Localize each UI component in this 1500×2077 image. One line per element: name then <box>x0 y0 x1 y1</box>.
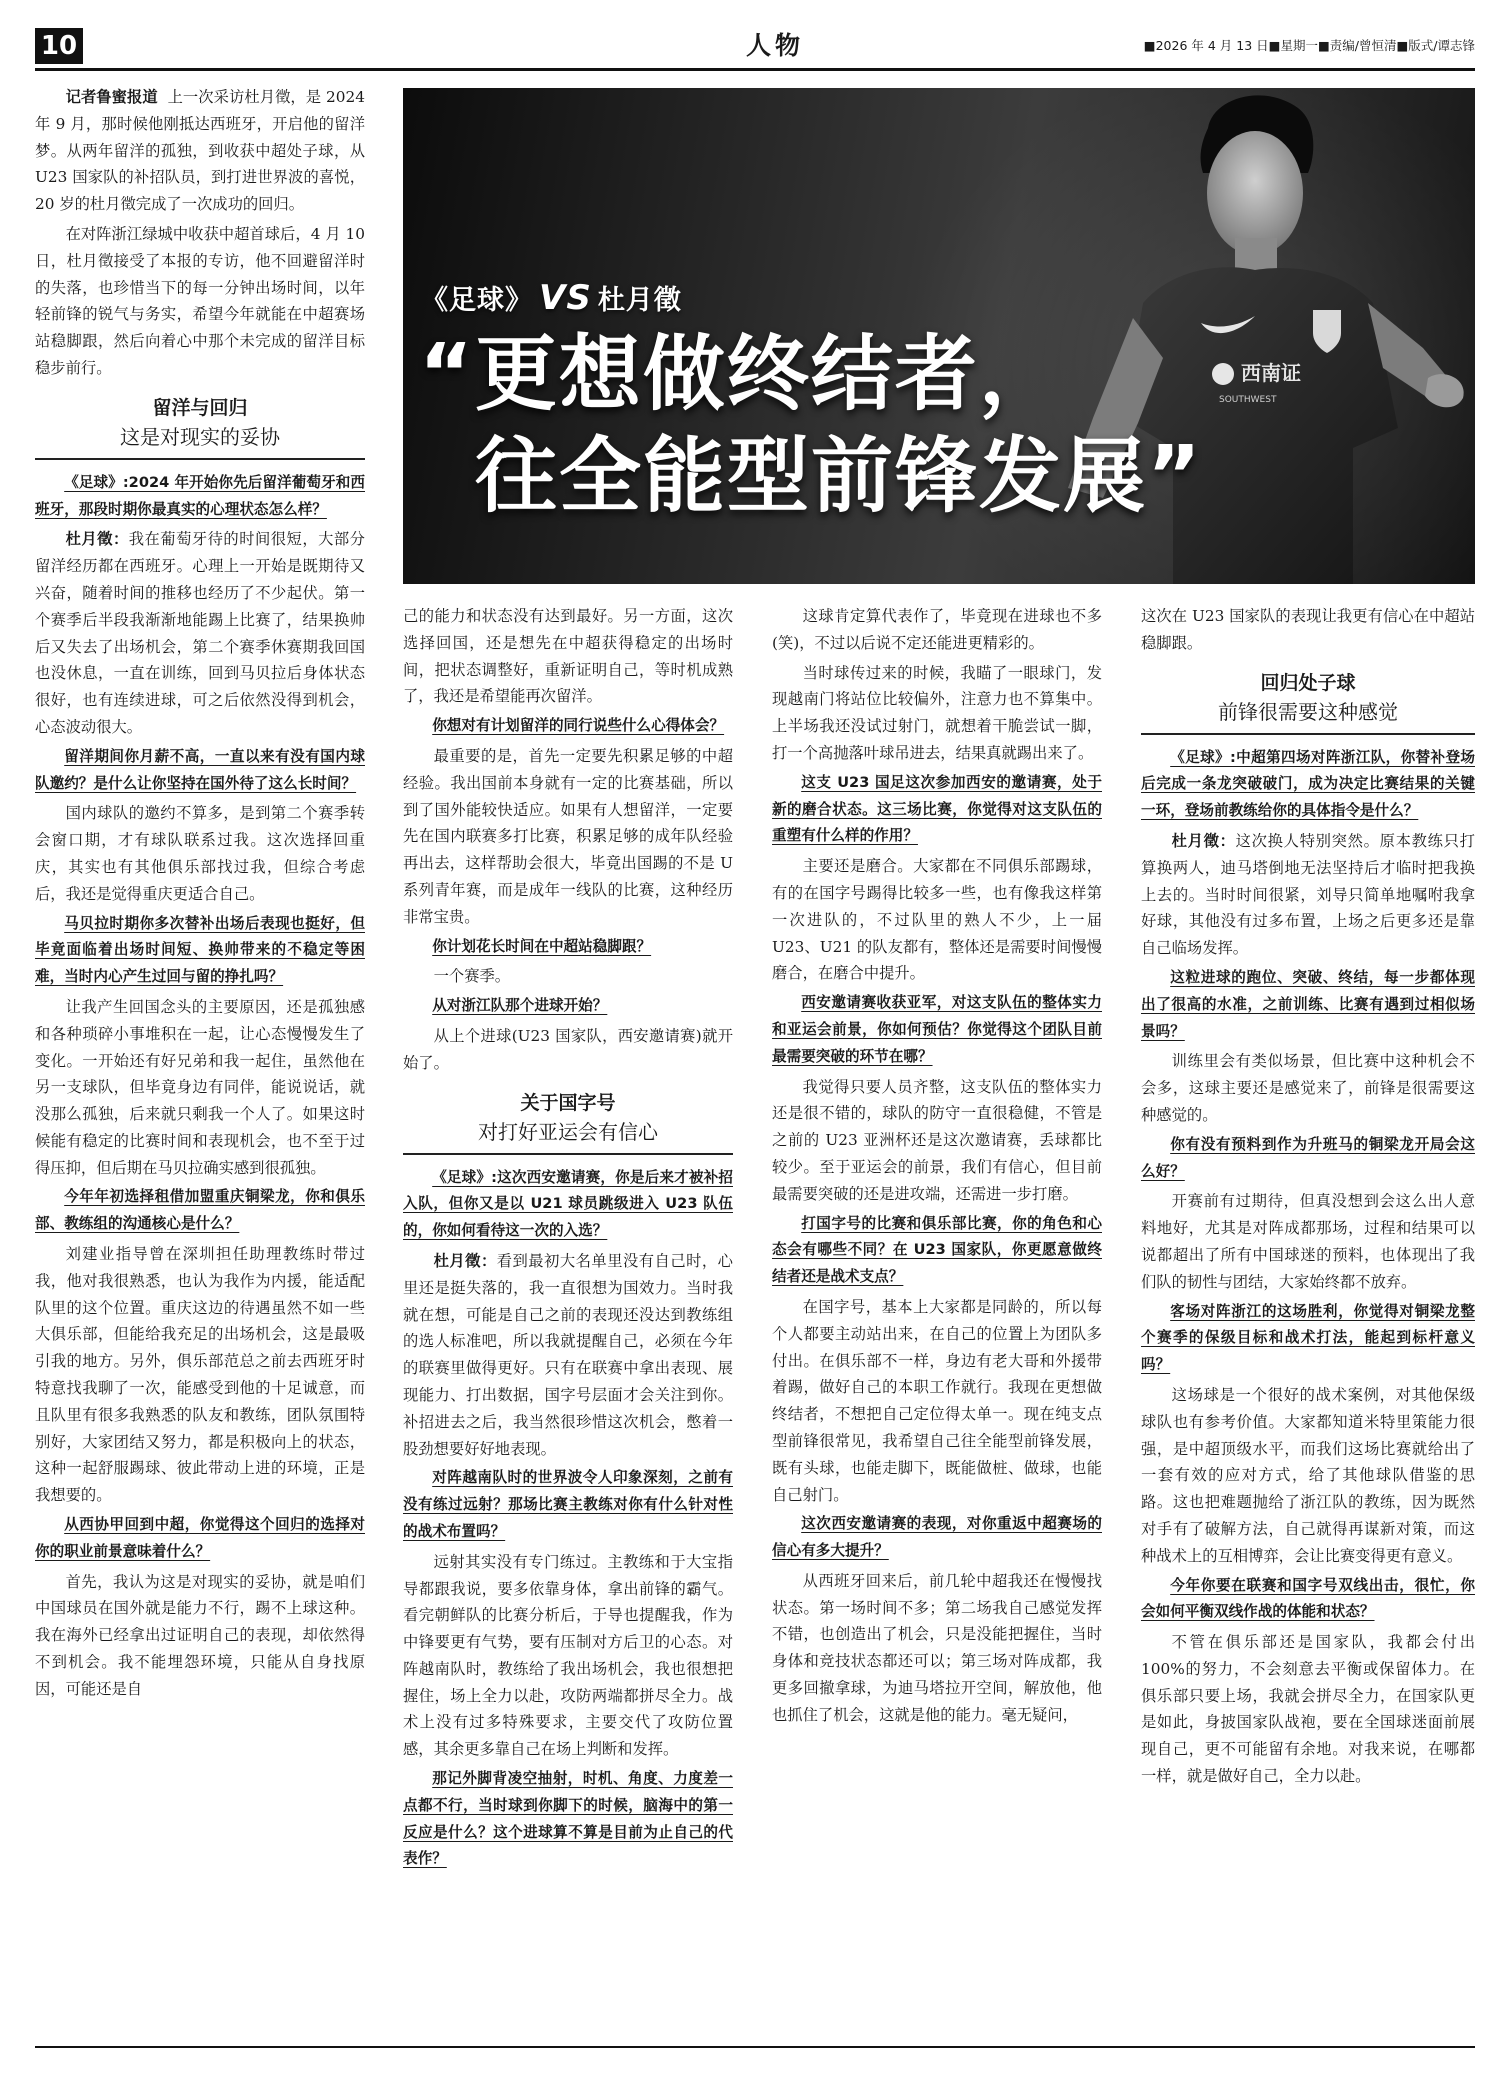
headline-line-2: 往全能型前锋发展” <box>475 429 1203 524</box>
question: 对阵越南队时的世界波令人印象深刻，之前有没有练过远射？那场比赛主教练对你有什么针对性的战术布置吗？ <box>403 1469 733 1540</box>
question: 从西协甲回到中超，你觉得这个回归的选择对你的职业前景意味着什么？ <box>35 1516 365 1560</box>
question: 你有没有预料到作为升班马的铜梁龙开局会这么好？ <box>1141 1135 1475 1180</box>
subheading <box>403 1089 733 1155</box>
answer: 杜月徵：这次换人特别突然。原本教练只打算换两人，迪马塔倒地无法坚持后才临时把我换上去的。当时时间很紧，刘导只简单地嘱咐我拿好球，其他没有过多布置，上场之后更多还是靠自己临场发挥。 <box>1141 831 1475 958</box>
question: 那记外脚背凌空抽射，时机、角度、力度差一点都不行，当时球到你脚下的时候，脑海中的第一反应是什么？这个进球算不算是目前为止自己的代表作？ <box>403 1770 733 1868</box>
kicker-magazine: 《足球》 <box>421 285 533 316</box>
answer: 主要还是磨合。大家都在不同俱乐部踢球，有的在国字号踢得比较多一些，也有像我这样第一次进队的，不过队里的熟人不少，上一届 U23、U21 的队友都有，整体还是需要时间慢慢磨合，在磨合中提升。 <box>772 857 1102 983</box>
answer: 国内球队的邀约不算多，是到第二个赛季转会窗口期，才有球队联系过我。这次选择回重庆，其实也有其他俱乐部找过我，但综合考虑后，我还是觉得重庆更适合自己。 <box>35 804 365 903</box>
answer: 从上个进球(U23 国家队，西安邀请赛)就开始了。 <box>403 1026 733 1072</box>
question: 客场对阵浙江的这场胜利，你觉得对铜梁龙整个赛季的保级目标和战术打法，能起到标杆意义吗？ <box>1141 1302 1475 1374</box>
question: 这粒进球的跑位、突破、终结，每一步都体现出了很高的水准，之前训练、比赛有遇到过相似场景吗？ <box>1141 968 1475 1040</box>
question: 这次西安邀请赛的表现，对你重返中超赛场的信心有多大提升？ <box>772 1515 1102 1560</box>
answer: 让我产生回国念头的主要原因，还是孤独感和各种琐碎小事堆积在一起，让心态慢慢发生了变化。一开始还有好兄弟和我一起住，虽然他在另一支球队，但毕竟身边有同伴，能说说话，就没那么孤独，后来就只剩我一个人了。如果这时候能有稳定的比赛时间和表现机会，也不至于过得压抑，但后期在马贝拉确实感到很孤独。 <box>35 997 365 1177</box>
question: 留洋期间你月薪不高，一直以来有没有国内球队邀约？是什么让你坚持在国外待了这么长时间？ <box>35 747 365 792</box>
answer: 当时球传过来的时候，我瞄了一眼球门，发现越南门将站位比较偏外，注意力也不算集中。上半场我还没试过射门，就想着干脆尝试一脚，打一个高抛落叶球吊进去，结果真就踢出来了。 <box>772 663 1102 762</box>
jersey-sponsor-en: SOUTHWEST <box>1219 395 1277 405</box>
column-4 <box>1141 603 1475 2043</box>
subheading-title: 关于国字号 <box>520 1091 616 1114</box>
subheading-title: 留洋与回归 <box>152 396 248 419</box>
question: 马贝拉时期你多次替补出场后表现也挺好，但毕竟面临着出场时间短、换帅带来的不稳定等困难，当时内心产生过回与留的挣扎吗？ <box>35 914 365 986</box>
answer: 远射其实没有专门练过。主教练和于大宝指导都跟我说，要多依靠身体，拿出前锋的霸气。看完朝鲜队的比赛分析后，于导也提醒我，作为中锋要更有气势，要有压制对方后卫的心态。对阵越南队时，教练给了我出场机会，我也很想把握住，场上全力以赴，攻防两端都拼尽全力。战术上没有过多特殊要求，主要交代了攻防位置感，其余更多靠自己在场上判断和发挥。 <box>403 1552 733 1759</box>
subheading-title: 回归处子球 <box>1260 671 1356 694</box>
answer: 我觉得只要人员齐整，这支队伍的整体实力还是很不错的，球队的防守一直很稳健，不管是之前的 U23 亚洲杯还是这次邀请赛，丢球都比较少。至于亚运会的前景，我们有信心，但目前最需要突破的还是进攻端，还需进一步打磨。 <box>772 1077 1102 1203</box>
headline-kicker <box>421 278 682 318</box>
question: 《足球》:这次西安邀请赛，你是后来才被补招入队，但你又是以 U21 球员跳级进入 U23 队伍的，你如何看待这一次的入选？ <box>403 1168 733 1240</box>
answer-continued: 己的能力和状态没有达到最好。另一方面，这次选择回国，还是想先在中超获得稳定的出场时间，把状态调整好，重新证明自己，等时机成熟了，我还是希望能再次留洋。 <box>403 607 733 706</box>
subheading-subtitle: 前锋很需要这种感觉 <box>1141 697 1475 735</box>
answer: 首先，我认为这是对现实的妥协，就是咱们中国球员在国外就是能力不行，踢不上球这种。我在海外已经拿出过证明自己的表现，却依然得不到机会。我不能埋怨环境，只能从自身找原因，可能还是自 <box>35 1572 365 1698</box>
section-title: 人物 <box>745 31 804 60</box>
page-header <box>35 28 1475 64</box>
page-number: 10 <box>35 28 83 64</box>
headline <box>419 324 1203 528</box>
question: 从对浙江队那个进球开始？ <box>432 997 608 1015</box>
jersey-sponsor: 西南证 <box>1241 361 1301 385</box>
column-3 <box>772 603 1102 2043</box>
answer: 这球肯定算代表作了，毕竟现在进球也不多(笑)，不过以后说不定还能进更精彩的。 <box>772 607 1102 652</box>
answer: 从西班牙回来后，前几轮中超我还在慢慢找状态。第一场时间不多；第二场我自己感觉发挥不错，也创造出了机会，只是没能把握住，当时身体和竞技状态都还可以；第三场对阵成都，我更多回撤拿球，为迪马塔拉开空间，解放他，他也抓住了机会，这就是他的能力。毫无疑问， <box>772 1571 1102 1724</box>
kicker-vs: VS <box>539 278 592 318</box>
hero-photo <box>403 88 1475 584</box>
answer: 不管在俱乐部还是国家队，我都会付出 100%的努力，不会刻意去平衡或保留体力。在俱乐部只要上场，我就会拼尽全力，在国家队更是如此，身披国家队战袍，要在全国球迷面前展现自己，更不可能留有余地。对我来说，在哪都一样，就是做好自己，全力以赴。 <box>1141 1633 1475 1786</box>
question: 《足球》:中超第四场对阵浙江队，你替补登场后完成一条龙突破破门，成为决定比赛结果的关键一环，登场前教练给你的具体指令是什么？ <box>1141 748 1475 820</box>
question: 今年你要在联赛和国字号双线出击，很忙，你会如何平衡双线作战的体能和状态？ <box>1141 1576 1475 1621</box>
answer: 开赛前有过期待，但真没想到会这么出人意料地好，尤其是对阵成都那场，过程和结果可以说都超出了所有中国球迷的预料，也体现出了我们队的韧性与团结，大家始终都不放弃。 <box>1141 1192 1475 1291</box>
subheading <box>35 394 365 460</box>
answer: 一个赛季。 <box>433 967 511 986</box>
question: 这支 U23 国足这次参加西安的邀请赛，处于新的磨合状态。这三场比赛，你觉得对这支队伍的重塑有什么样的作用？ <box>772 773 1102 845</box>
paragraph: 在对阵浙江绿城中收获中超首球后，4 月 10 日，杜月徵接受了本报的专访，他不回避留洋时的失落，也珍惜当下的每一分钟出场时间，以年轻前锋的锐气与务实，希望今年就能在中超赛场站稳脚跟，然后向着心中那个未完成的留洋目标稳步前行。 <box>35 224 365 377</box>
answer-continued: 这次在 U23 国家队的表现让我更有信心在中超站稳脚跟。 <box>1141 607 1475 652</box>
question: 《足球》:2024 年开始你先后留洋葡萄牙和西班牙，那段时期你最真实的心理状态怎么样？ <box>35 473 365 518</box>
answer: 最重要的是，首先一定要先积累足够的中超经验。我出国前本身就有一定的比赛基础，所以到了国外能较快适应。如果有人想留洋，一定要先在国内联赛多打比赛，积累足够的成年队经验再出去，这样帮助会很大，毕竟出国踢的不是 U 系列青年赛，而是成年一线队的比赛，这种经历非常宝贵。 <box>403 746 733 926</box>
question: 打国字号的比赛和俱乐部比赛，你的角色和心态会有哪些不同？在 U23 国家队，你更愿意做终结者还是战术支点？ <box>772 1214 1102 1286</box>
question: 西安邀请赛收获亚军，对这支队伍的整体实力和亚运会前景，你如何预估？你觉得这个团队目前最需要突破的环节在哪？ <box>772 994 1102 1065</box>
subheading-subtitle: 对打好亚运会有信心 <box>403 1117 733 1155</box>
answer: 在国字号，基本上大家都是同龄的，所以每个人都要主动站出来，在自己的位置上为团队多付出。在俱乐部不一样，身边有老大哥和外援带着踢，做好自己的本职工作就行。我现在更想做终结者，不想把自己定位得太单一。现在纯支点型前锋很常见，我希望自己往全能型前锋发展，既有头球，也能走脚下，既能做桩、做球，也能自己射门。 <box>772 1297 1102 1504</box>
answer: 刘建业指导曾在深圳担任助理教练时带过我，他对我很熟悉，也认为我作为内援，能适配队里的这个位置。重庆这边的待遇虽然不如一些大俱乐部，但能给我充足的出场机会，这是最吸引我的地方。另外，俱乐部范总之前去西班牙时特意找我聊了一次，能感受到他的十足诚意，而且队里有很多我熟悉的队友和教练，团队氛围特别好，大家团结又努力，都是积极向上的状态，这种一起舒服踢球、彼此带动上进的环境，正是我想要的。 <box>35 1245 365 1505</box>
question: 你想对有计划留洋的同行说些什么心得体会？ <box>432 717 725 735</box>
headline-line-1: “更想做终结者， <box>419 327 1063 422</box>
question: 今年年初选择租借加盟重庆铜梁龙，你和俱乐部、教练组的沟通核心是什么？ <box>35 1188 365 1233</box>
answer: 训练里会有类似场景，但比赛中这种机会不会多，这球主要还是感觉来了，前锋是很需要这种感觉的。 <box>1141 1052 1475 1124</box>
lead-paragraph: 记者鲁蜜报道 上一次采访杜月徵，是 2024 年 9 月，那时候他刚抵达西班牙，开启他的留洋梦。从两年留洋的孤独，到收获中超处子球，从 U23 国家队的补招队员，到打进世界波的喜悦，20 岁的杜月徵完成了一次成功的回归。 <box>35 88 365 214</box>
answer: 杜月徵：我在葡萄牙待的时间很短，大部分留洋经历都在西班牙。心理上一开始是既期待又兴奋，随着时间的推移也经历了不少起伏。第一个赛季后半段我渐渐地能踢上比赛了，结果换帅后又失去了出场机会，第二个赛季休赛期我回国也没休息，一直在训练，回到马贝拉后身体状态很好，也有连续进球，可之后依然没得到机会，心态波动很大。 <box>35 530 365 736</box>
column-2 <box>403 603 733 2043</box>
header-rule <box>35 68 1475 71</box>
subheading <box>1141 669 1475 735</box>
byline: 记者鲁蜜报道 <box>65 88 158 106</box>
answer: 杜月徵：看到最初大名单里没有自己时，心里还是挺失落的，我一直很想为国效力。当时我就在想，可能是自己之前的表现还没达到教练组的选人标准吧，所以我就提醒自己，必须在今年的联赛里做得更好。只有在联赛中拿出表现、展现能力、打出数据，国字号层面才会关注到你。补招进去之后，我当然很珍惜这次机会，憋着一股劲想要好好地表现。 <box>403 1251 733 1458</box>
question: 你计划花长时间在中超站稳脚跟？ <box>432 937 652 955</box>
footer-rule <box>35 2046 1475 2048</box>
subheading-subtitle: 这是对现实的妥协 <box>35 422 365 460</box>
kicker-player: 杜月徵 <box>597 285 682 316</box>
column-1 <box>35 84 365 2042</box>
answer: 这场球是一个很好的战术案例，对其他保级球队也有参考价值。大家都知道米特里策能力很强，是中超顶级水平，而我们这场比赛就给出了一套有效的应对方式，给了其他球队借鉴的思路。这也把难题抛给了浙江队的教练，因为既然对手有了破解方法，自己就得再谋新对策，而这种战术上的互相博弈，会让比赛变得更有意义。 <box>1141 1385 1475 1565</box>
issue-info: ■2026 年 4 月 13 日■星期一■责编/曾恒清■版式/谭志锋 <box>1143 38 1475 53</box>
